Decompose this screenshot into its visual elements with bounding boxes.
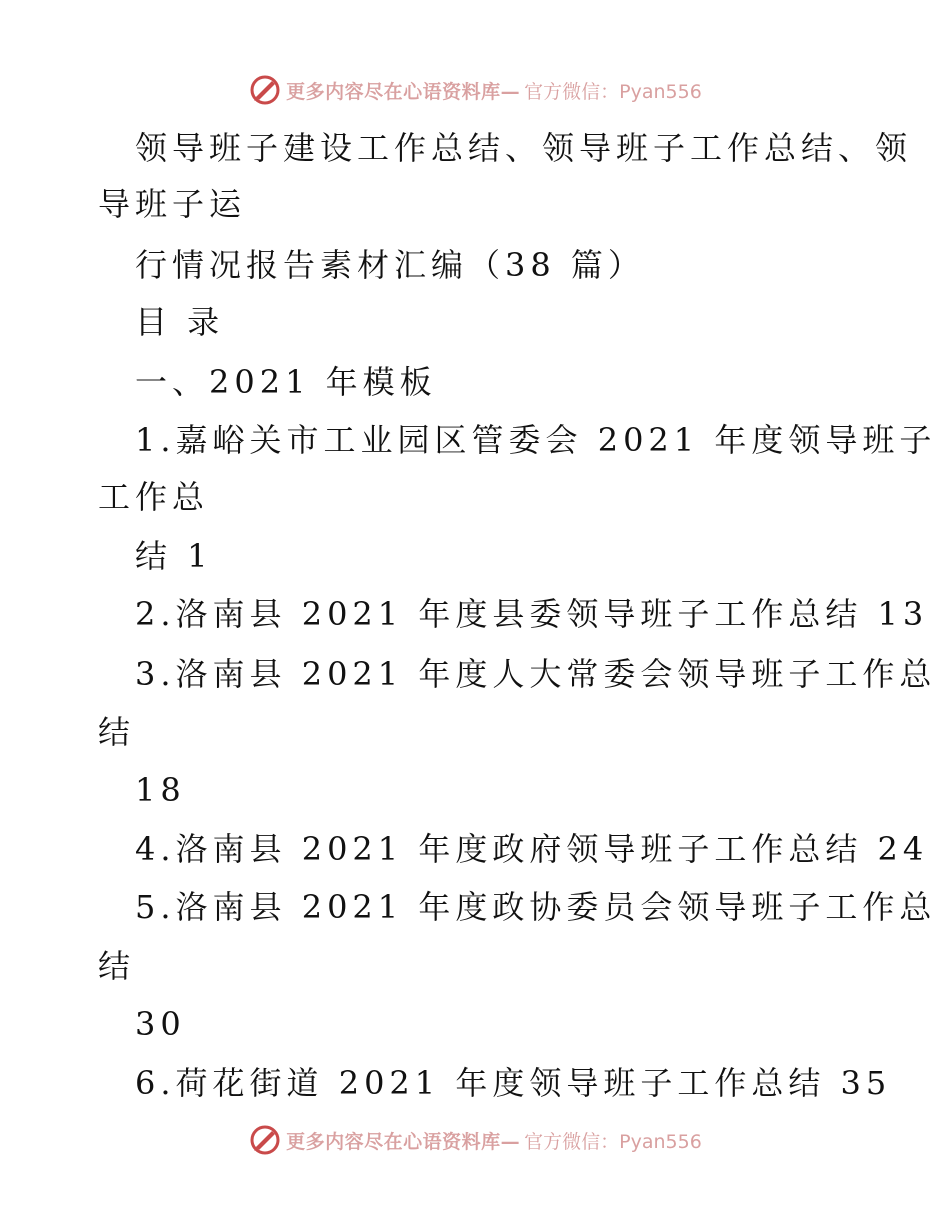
- toc-item-5-line-2: 结: [98, 947, 136, 985]
- toc-item-1-line-2: 工作总: [98, 478, 210, 516]
- toc-item-5-line-3: 30: [135, 1005, 186, 1043]
- header-wechat-text: 官方微信：Pyan556: [524, 80, 702, 103]
- toc-item-5-line-1: 5.洛南县 2021 年度政协委员会领导班子工作总: [135, 888, 937, 926]
- toc-item-3-line-2: 结: [98, 713, 136, 751]
- quill-pen-logo-icon: [248, 1123, 282, 1157]
- toc-item-6: 6.荷花街道 2021 年度领导班子工作总结 35: [135, 1064, 892, 1102]
- toc-item-1-line-1: 1.嘉峪关市工业园区管委会 2021 年度领导班子: [135, 421, 937, 459]
- doc-title-line-3: 行情况报告素材汇编（38 篇）: [135, 246, 645, 284]
- doc-title-line-2: 导班子运: [98, 185, 247, 223]
- toc-heading: 目 录: [135, 303, 225, 341]
- footer-site-text: 更多内容尽在心语资料库—: [286, 1130, 521, 1153]
- toc-item-2: 2.洛南县 2021 年度县委领导班子工作总结 13: [135, 595, 929, 633]
- toc-section-1: 一、2021 年模板: [135, 363, 437, 401]
- footer-watermark: [0, 1120, 950, 1160]
- header-site-text: 更多内容尽在心语资料库—: [286, 80, 521, 103]
- footer-wechat-text: 官方微信：Pyan556: [524, 1130, 702, 1153]
- toc-item-1-line-3: 结 1: [135, 537, 213, 575]
- toc-item-4: 4.洛南县 2021 年度政府领导班子工作总结 24: [135, 830, 929, 868]
- toc-item-3-line-3: 18: [135, 771, 186, 809]
- doc-title-line-1: 领导班子建设工作总结、领导班子工作总结、领: [135, 129, 913, 167]
- toc-item-3-line-1: 3.洛南县 2021 年度人大常委会领导班子工作总: [135, 655, 937, 693]
